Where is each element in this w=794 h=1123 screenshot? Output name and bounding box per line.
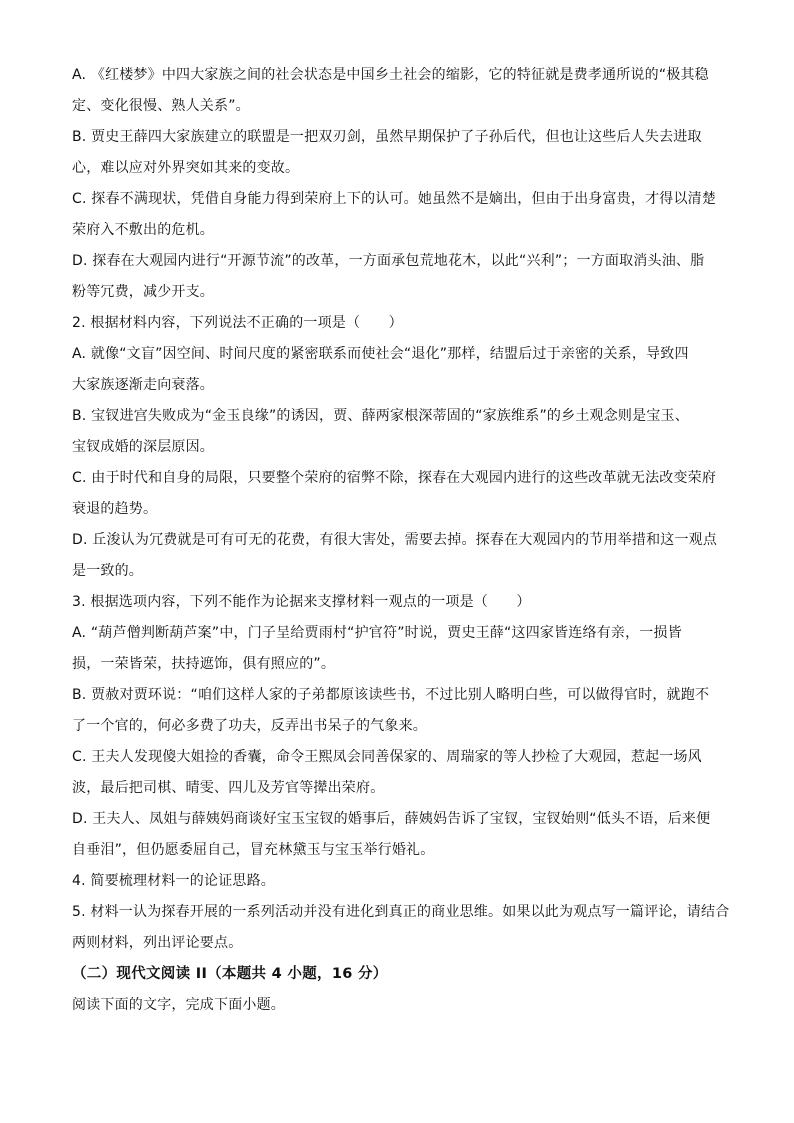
question-2-stem: 2. 根据材料内容，下列说法不正确的一项是（ ） <box>72 315 403 331</box>
option-b-line-2: 心，难以应对外界突如其来的变故。 <box>72 160 300 176</box>
q2-option-b-line-1: B. 宝钗进宫失败成为“金玉良缘”的诱因，贾、薛两家根深蒂固的“家族维系”的乡土观念则是宝玉、 <box>72 408 689 424</box>
option-b-line-1: B. 贾史王薛四大家族建立的联盟是一把双刃剑，虽然早期保护了子孙后代，但也让这些后人失去进取 <box>72 129 702 145</box>
q3-option-d-line-1: D. 王夫人、凤姐与薛姨妈商谈好宝玉宝钗的婚事后，薛姨妈告诉了宝钗，宝钗始则“低头不语，后来便 <box>72 811 711 827</box>
option-a-line-2: 定、变化很慢、熟人关系”。 <box>72 98 250 114</box>
option-c-line-1: C. 探春不满现状，凭借自身能力得到荣府上下的认可。她虽然不是嫡出，但由于出身富贵，才得以清楚 <box>72 191 717 207</box>
q2-option-c-line-1: C. 由于时代和自身的局限，只要整个荣府的宿弊不除，探春在大观园内进行的这些改革就无法改变荣府 <box>72 470 717 486</box>
document-page <box>72 60 732 1021</box>
q2-option-a-line-2: 大家族逐渐走向衰落。 <box>72 377 214 393</box>
q3-option-c-line-1: C. 王夫人发现傻大姐捡的香囊，命令王熙凤会同善保家的、周瑞家的等人抄检了大观园，惹起一场风 <box>72 749 702 765</box>
question-5-line-1: 5. 材料一认为探春开展的一系列活动并没有进化到真正的商业思维。如果以此为观点写一篇评论，请结合 <box>72 904 730 920</box>
q2-option-a-line-1: A. 就像“文盲”因空间、时间尺度的紧密联系而使社会“退化”那样，结盟后过于亲密的关系，导致四 <box>72 346 689 362</box>
question-3-stem: 3. 根据选项内容，下列不能作为论据来支撑材料一观点的一项是（ ） <box>72 594 531 610</box>
q2-option-c-line-2: 衰退的趋势。 <box>72 501 158 517</box>
option-d-line-1: D. 探春在大观园内进行“开源节流”的改革，一方面承包荒地花木，以此“兴利”；一方面取消头油、脂 <box>72 253 705 269</box>
q3-option-a-line-1: A. “葫芦僧判断葫芦案”中，门子呈给贾雨村“护官符”时说，贾史王薛“这四家皆连络有亲，一损皆 <box>72 625 682 641</box>
option-a-line-1: A. 《红楼梦》中四大家族之间的社会状态是中国乡土社会的缩影，它的特征就是费孝通所说的“极其稳 <box>72 67 709 83</box>
q2-option-d-line-2: 是一致的。 <box>72 563 143 579</box>
question-5-line-2: 两则材料，列出评论要点。 <box>72 935 243 951</box>
question-4: 4. 简要梳理材料一的论证思路。 <box>72 873 276 889</box>
option-d-line-2: 粉等冗费，减少开支。 <box>72 284 214 300</box>
q3-option-b-line-2: 了一个官的，何必多费了功夫，反弄出书呆子的气象来。 <box>72 718 427 734</box>
option-c-line-2: 荣府入不敷出的危机。 <box>72 222 214 238</box>
q3-option-d-line-2: 自垂泪”，但仍愿委屈自己，冒充林黛玉与宝玉举行婚礼。 <box>72 842 435 858</box>
section-heading: （二）现代文阅读 II（本题共 4 小题，16 分） <box>72 966 388 982</box>
q2-option-d-line-1: D. 丘浚认为冗费就是可有可无的花费，有很大害处，需要去掉。探春在大观园内的节用举措和这一观点 <box>72 532 718 548</box>
q3-option-b-line-1: B. 贾赦对贾环说：“咱们这样人家的子弟都原该读些书，不过比别人略明白些，可以做得官时，就跑不 <box>72 687 710 703</box>
q3-option-c-line-2: 波，最后把司棋、晴雯、四儿及芳官等撵出荣府。 <box>72 780 385 796</box>
reading-instruction: 阅读下面的文字，完成下面小题。 <box>72 997 285 1013</box>
q2-option-b-line-2: 宝钗成婚的深层原因。 <box>72 439 214 455</box>
q3-option-a-line-2: 损，一荣皆荣，扶持遮饰，俱有照应的”。 <box>72 656 336 672</box>
